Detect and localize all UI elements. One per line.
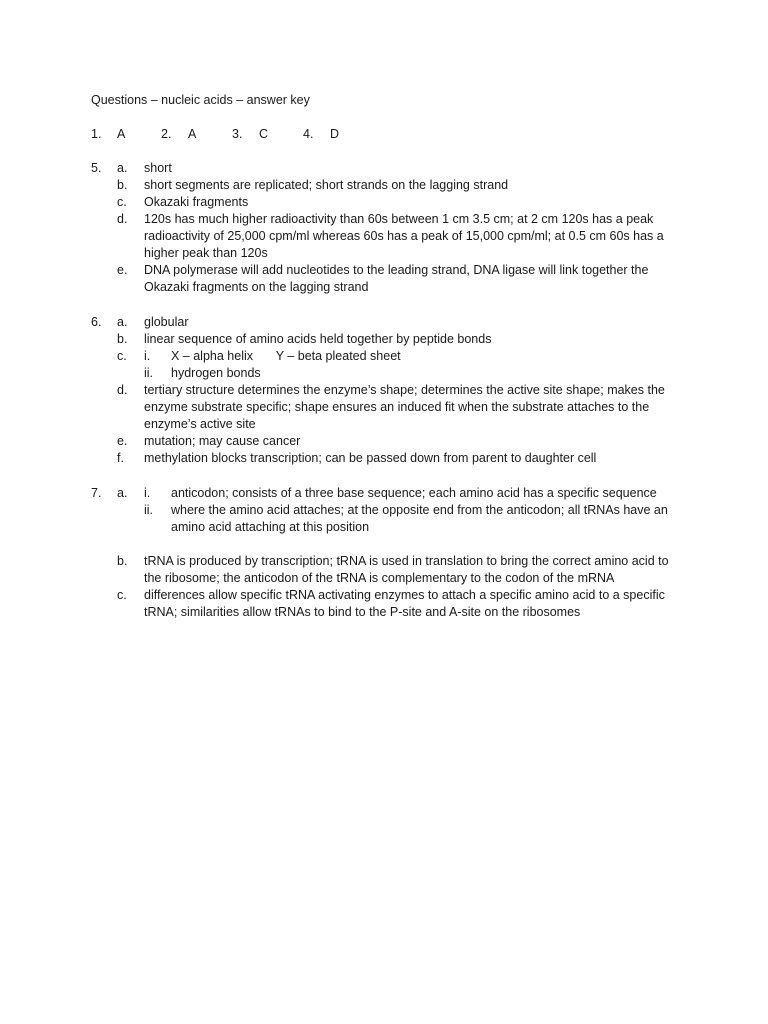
sub-item-text-y: Y – beta pleated sheet [275,349,401,363]
answer-item [0,331,768,348]
answer-item [0,177,768,194]
question-7 [0,485,768,621]
answer-item [0,194,768,211]
answer-item [0,587,768,621]
question-number: 6. [91,315,102,329]
item-letter: a. [117,486,128,500]
mc-number: 2. [161,127,172,141]
mc-number: 4. [303,127,314,141]
document-title: Questions – nucleic acids – answer key [91,93,310,107]
item-letter: c. [117,349,127,363]
item-letter: b. [117,332,128,346]
item-letter: b. [117,554,128,568]
item-text: 120s has much higher radioactivity than 60s between 1 cm 3.5 cm; at 2 cm 120s has a peak radioactivity of 25,000 cpm/ml whereas 60s has a peak of 15,000 cpm/ml; at 0.5 cm 60s has a higher peak than 120s [144,212,664,260]
item-letter: b. [117,178,128,192]
sub-item-text: hydrogen bonds [171,366,261,380]
mc-number: 1. [91,127,102,141]
item-letter: d. [117,383,128,397]
sub-item [0,365,768,382]
answer-item [0,211,768,262]
sub-item-text-x: X – alpha helix [171,349,254,363]
item-letter: d. [117,212,128,226]
item-text: Okazaki fragments [144,195,249,209]
item-text: globular [144,315,189,329]
mc-answer: A [117,127,126,141]
item-text: mutation; may cause cancer [144,434,301,448]
mc-answer: C [259,127,269,141]
item-text: methylation blocks transcription; can be passed down from parent to daughter cell [144,451,597,465]
mc-answer: D [330,127,340,141]
item-text: short segments are replicated; short strands on the lagging strand [144,178,509,192]
sub-item-numeral: ii. [144,366,154,380]
item-letter: e. [117,434,128,448]
sub-item-text [171,348,676,365]
answer-item [0,485,768,536]
item-letter: c. [117,195,127,209]
sub-item-text: where the amino acid attaches; at the opposite end from the anticodon; all tRNAs have an amino acid attaching at this position [171,503,668,534]
sub-item-numeral: ii. [144,503,154,517]
question-number: 7. [91,486,102,500]
question-number: 5. [91,161,102,175]
item-letter: e. [117,263,128,277]
item-letter: a. [117,161,128,175]
item-text: DNA polymerase will add nucleotides to the leading strand, DNA ligase will link together the Okazaki fragments on the lagging strand [144,263,649,294]
item-letter: a. [117,315,128,329]
answer-item [0,450,768,467]
multiple-choice-answers [0,126,768,143]
answer-item [0,433,768,450]
mc-number: 3. [232,127,243,141]
sub-item-text: anticodon; consists of a three base sequence; each amino acid has a specific sequence [171,486,657,500]
item-text: linear sequence of amino acids held together by peptide bonds [144,332,492,346]
answer-item [0,553,768,587]
sub-item [0,502,768,536]
answer-item [0,160,768,177]
sub-item-numeral: i. [144,486,151,500]
question-6 [0,314,768,467]
item-letter: c. [117,588,127,602]
answer-item [0,382,768,433]
question-5 [0,160,768,296]
item-text: short [144,161,172,175]
answer-item [0,314,768,331]
item-text: differences allow specific tRNA activating enzymes to attach a specific amino acid to a specific tRNA; similarities allow tRNAs to bind to the P-site and A-site on the ribosomes [144,588,665,619]
item-text: tertiary structure determines the enzyme’s shape; determines the active site shape; makes the enzyme substrate specific; shape ensures an induced fit when the substrate attaches to the enzyme’s active site [144,383,665,431]
sub-item-numeral: i. [144,349,151,363]
item-letter: f. [117,451,124,465]
mc-answer: A [188,127,197,141]
sub-item [0,485,768,502]
answer-item [0,348,768,382]
answer-item [0,262,768,296]
item-text: tRNA is produced by transcription; tRNA is used in translation to bring the correct amino acid to the ribosome; the anticodon of the tRNA is complementary to the codon of the mRNA [144,554,669,585]
sub-item [0,348,768,365]
